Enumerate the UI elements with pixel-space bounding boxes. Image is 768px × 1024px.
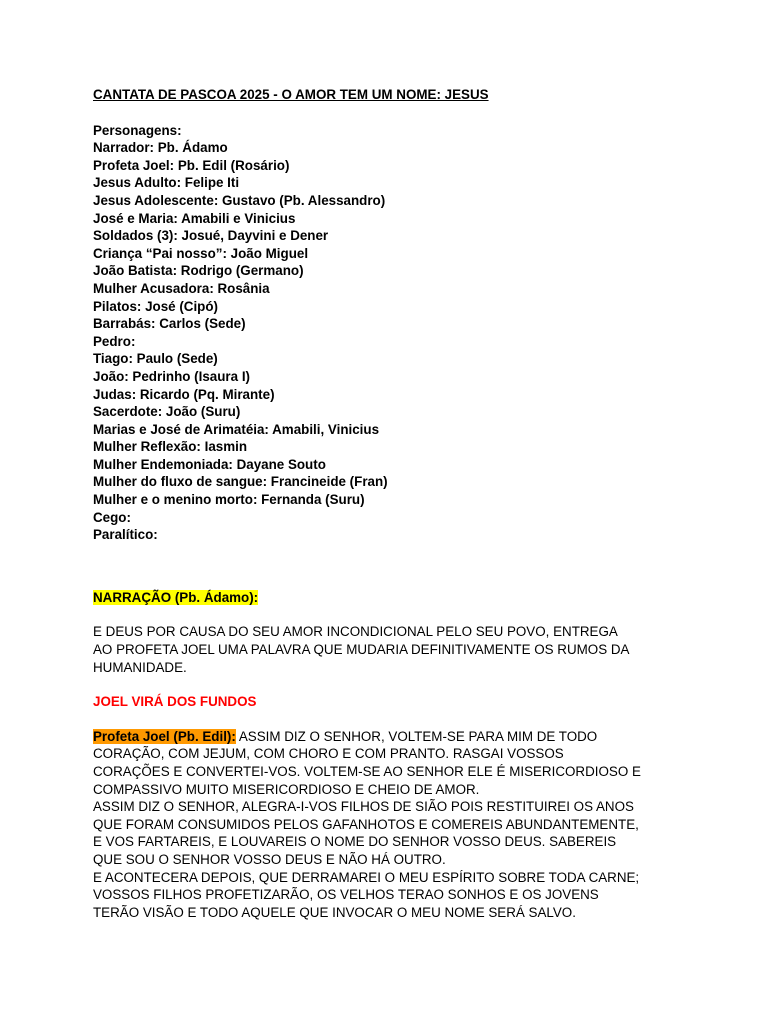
cast-item: Tiago: Paulo (Sede) xyxy=(93,351,218,367)
cast-item: Jesus Adulto: Felipe Iti xyxy=(93,175,240,191)
cast-heading: Personagens: xyxy=(93,122,182,138)
narration-section xyxy=(93,589,693,676)
cast-item: Mulher Acusadora: Rosânia xyxy=(93,280,270,296)
cast-item: Pedro: xyxy=(93,333,136,349)
cast-item: Narrador: Pb. Ádamo xyxy=(93,140,228,156)
narration-text xyxy=(93,623,693,676)
document-page xyxy=(93,86,693,921)
cast-item: Pilatos: José (Cipó) xyxy=(93,298,218,314)
speech-first-line xyxy=(93,728,693,746)
narration-line: HUMANIDADE. xyxy=(93,659,187,675)
document-title: CANTATA DE PASCOA 2025 - O AMOR TEM UM NOME: JESUS xyxy=(93,87,489,102)
cast-item: Cego: xyxy=(93,509,131,525)
cast-list xyxy=(93,139,693,544)
speech-line: E VOS FARTAREIS, E LOUVAREIS O NOME DO SENHOR VOSSO DEUS. SABEREIS xyxy=(93,834,617,850)
narration-line: E DEUS POR CAUSA DO SEU AMOR INCONDICIONAL PELO SEU POVO, ENTREGA xyxy=(93,624,618,640)
cast-item: Paralítico: xyxy=(93,527,158,543)
cast-item: Jesus Adolescente: Gustavo (Pb. Alessandro) xyxy=(93,192,386,208)
speech-line: CORAÇÃO, COM JEJUM, COM CHORO E COM PRANTO. RASGAI VOSSOS xyxy=(93,746,564,762)
cast-item: Mulher do fluxo de sangue: Francineide (Fran) xyxy=(93,474,388,490)
cast-item: Barrabás: Carlos (Sede) xyxy=(93,316,246,332)
speaker-label: Profeta Joel (Pb. Edil): xyxy=(93,728,236,744)
cast-item: Marias e José de Arimatéia: Amabili, Vinicius xyxy=(93,421,380,437)
narration-label: NARRAÇÃO (Pb. Ádamo): xyxy=(93,589,259,605)
cast-item: João Batista: Rodrigo (Germano) xyxy=(93,263,304,279)
cast-item: Judas: Ricardo (Pq. Mirante) xyxy=(93,386,275,402)
stage-direction: JOEL VIRÁ DOS FUNDOS xyxy=(93,694,257,710)
speech-line: COMPASSIVO MUITO MISERICORDIOSO E CHEIO DE AMOR. xyxy=(93,781,480,797)
cast-item: Sacerdote: João (Suru) xyxy=(93,404,241,420)
speech-line: E ACONTECERA DEPOIS, QUE DERRAMAREI O MEU ESPÍRITO SOBRE TODA CARNE; xyxy=(93,869,640,885)
cast-item: José e Maria: Amabili e Vinicius xyxy=(93,210,296,226)
speech-line: VOSSOS FILHOS PROFETIZARÃO, OS VELHOS TERAO SONHOS E OS JOVENS xyxy=(93,887,599,903)
cast-item: Criança “Pai nosso”: João Miguel xyxy=(93,245,309,261)
speech-line: ASSIM DIZ O SENHOR, VOLTEM-SE PARA MIM DE TODO xyxy=(235,728,598,744)
speech-line: QUE FORAM CONSUMIDOS PELOS GAFANHOTOS E COMEREIS ABUNDANTEMENTE, xyxy=(93,816,639,832)
narration-line: AO PROFETA JOEL UMA PALAVRA QUE MUDARIA DEFINITIVAMENTE OS RUMOS DA xyxy=(93,642,630,658)
speech-line: CORAÇÕES E CONVERTEI-VOS. VOLTEM-SE AO SENHOR ELE É MISERICORDIOSO E xyxy=(93,764,641,779)
speech-line: TERÃO VISÃO E TODO AQUELE QUE INVOCAR O MEU NOME SERÁ SALVO. xyxy=(93,904,576,920)
cast-item: Soldados (3): Josué, Dayvini e Dener xyxy=(93,228,329,244)
speech-line: QUE SOU O SENHOR VOSSO DEUS E NÃO HÁ OUTRO. xyxy=(93,851,446,867)
speech-section xyxy=(93,728,693,922)
cast-item: Mulher Endemoniada: Dayane Souto xyxy=(93,456,326,472)
cast-item: Mulher Reflexão: Iasmin xyxy=(93,439,248,455)
speech-line: ASSIM DIZ O SENHOR, ALEGRA-I-VOS FILHOS DE SIÃO POIS RESTITUIREI OS ANOS xyxy=(93,799,634,815)
cast-item: Mulher e o menino morto: Fernanda (Suru) xyxy=(93,492,365,508)
cast-item: João: Pedrinho (Isaura I) xyxy=(93,368,250,384)
cast-item: Profeta Joel: Pb. Edil (Rosário) xyxy=(93,157,290,173)
